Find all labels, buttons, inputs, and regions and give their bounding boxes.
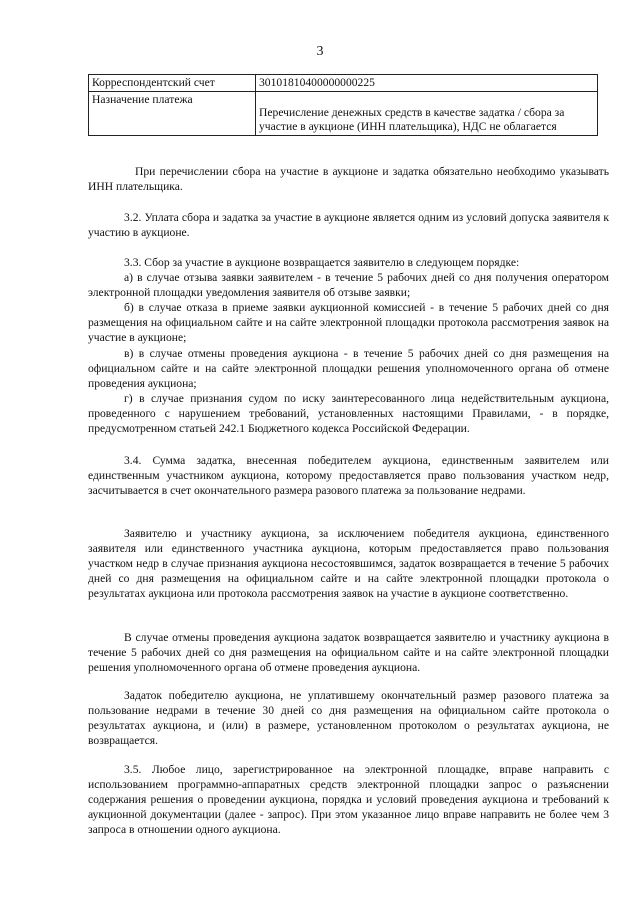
paragraph-text: 3.4. Сумма задатка, внесенная победителем аукциона, единственным заявителем или единственным участником аукциона, которому предоставляется право пользования участком недр, засчитывается в счет окончательного размера разового платежа за пользование недрами. — [88, 454, 609, 498]
paragraph-text: Заявителю и участнику аукциона, за исключением победителя аукциона, единственного заявителя или единственного участника аукциона, которым предоставляется право пользования участком недр в случае признания аукциона несостоявшимся, задаток возвращается в течение 5 рабочих дней со дня размещения на официальном сайте и на сайте электронной площадки протокола о результатах аукциона или протокола рассмотрения заявок на участие в аукционе соответственно. — [88, 527, 609, 601]
paragraph-3-5 — [88, 762, 609, 837]
table-value-cell: 30101810400000000225 — [256, 75, 598, 92]
table-key-cell: Назначение платежа — [89, 92, 256, 136]
table-value-cell: Перечисление денежных средств в качестве задатка / сбора за участие в аукционе (ИНН плательщика), НДС не облагается — [256, 92, 598, 136]
paragraph-3-4 — [88, 453, 609, 498]
paragraph-text: Задаток победителю аукциона, не уплатившему окончательный размер разового платежа за пользование недрами в течение 30 дней со дня размещения на официальном сайте протокола о результатах аукциона, и (или) в размере, установленном протоколом о результатах аукциона, не возвращается. — [88, 689, 609, 748]
paragraph-text: При перечислении сбора на участие в аукционе и задатка обязательно необходимо указывать ИНН плательщика. — [88, 165, 609, 194]
paragraph-text: 3.5. Любое лицо, зарегистрированное на электронной площадке, вправе направить с использованием программно-аппаратных средств электронной площадки запрос о разъяснении содержания решения о проведении аукциона, порядка и условий проведения аукциона и требований к аукционной документации (далее - запрос). При этом указанное лицо вправе направить не более чем 3 запроса в отношении одного аукциона. — [88, 763, 609, 837]
paragraph-deposit-return — [88, 526, 609, 601]
list-item: б) в случае отказа в приеме заявки аукционной комиссией - в течение 5 рабочих дней со дня размещения на официальном сайте и на сайте электронной площадки протокола рассмотрения заявок на участие в аукционе; — [88, 301, 609, 345]
list-item: а) в случае отзыва заявки заявителем - в течение 5 рабочих дней со дня получения оператором электронной площадки уведомления заявителя об отзыве заявки; — [88, 271, 609, 300]
paragraph-winner-deposit — [88, 688, 609, 748]
paragraph-auction-cancel — [88, 630, 609, 675]
table-row — [89, 92, 598, 136]
paragraph-text: 3.2. Уплата сбора и задатка за участие в аукционе является одним из условий допуска заявителя к участию в аукционе. — [88, 211, 609, 240]
paragraph-text: В случае отмены проведения аукциона задаток возвращается заявителю и участнику аукциона в течение 5 рабочих дней со дня размещения на официальном сайте и на сайте электронной площадки решения уполномоченного органа об отмене проведения аукциона. — [88, 631, 609, 675]
payment-details-table — [88, 74, 598, 136]
paragraph-3-3 — [88, 255, 609, 436]
table-row — [89, 75, 598, 92]
paragraph-inn — [88, 164, 609, 194]
page-number: 3 — [316, 44, 324, 59]
paragraph-text: 3.3. Сбор за участие в аукционе возвращается заявителю в следующем порядке: — [124, 256, 520, 269]
paragraph-3-2 — [88, 210, 609, 240]
list-item: г) в случае признания судом по иску заинтересованного лица недействительным аукциона, проведенного с нарушением требований, установленных настоящими Правилами, - в порядке, предусмотренном статьей 242.1 Бюджетного кодекса Российской Федерации. — [88, 391, 609, 436]
table-key-cell: Корреспондентский счет — [89, 75, 256, 92]
list-item: в) в случае отмены проведения аукциона - в течение 5 рабочих дней со дня размещения на официальном сайте и на сайте электронной площадки решения уполномоченного органа об отмене проведения аукциона; — [88, 346, 609, 390]
